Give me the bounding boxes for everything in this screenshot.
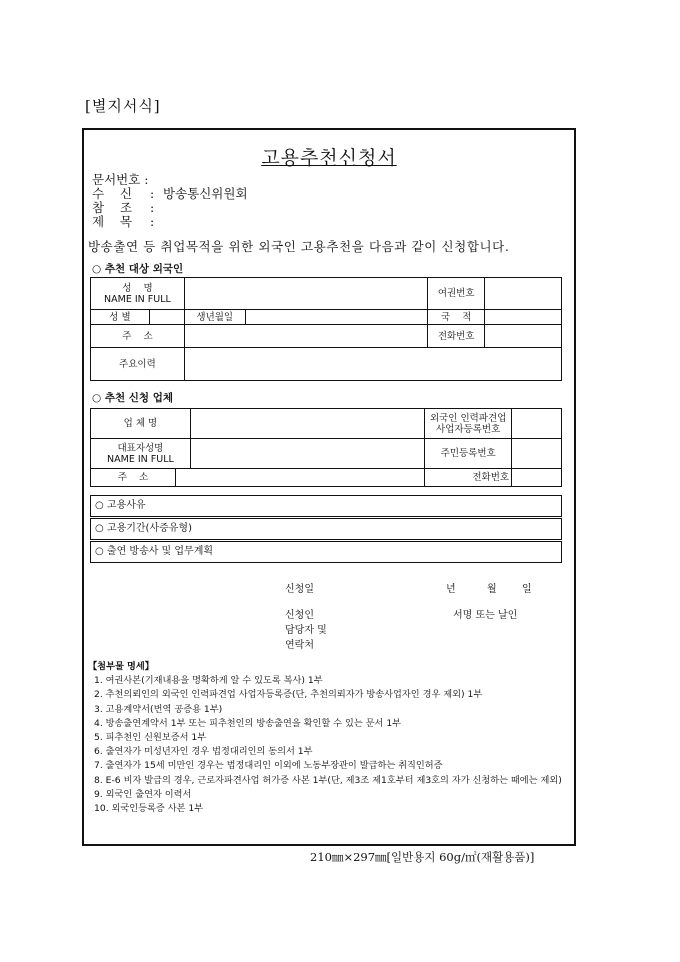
name-input[interactable] (184, 278, 427, 310)
rep-en-label: NAME IN FULL (107, 453, 174, 465)
subject-label: 제 목 (92, 214, 133, 229)
reg-no-label-cell (425, 409, 512, 439)
attachment-item: 7. 출연자가 15세 미만인 경우는 법정대리인 이외에 노동부장관이 발급하는 취직인허증 (94, 760, 443, 772)
attachments-section (88, 660, 574, 816)
reg-no-label-2: 사업자등록번호 (436, 423, 501, 435)
reason-employment[interactable]: ○ 고용사유 (90, 495, 562, 517)
attachment-item: 9. 외국인 출연자 이력서 (94, 788, 192, 800)
passport-input[interactable] (485, 278, 562, 310)
intro-sentence: 방송출연 등 취업목적을 위한 외국인 고용추천을 다음과 같이 신청합니다. (88, 239, 510, 254)
section-foreigner-title: ○ 추천 대상 외국인 (92, 263, 184, 275)
company-address-input[interactable] (175, 469, 424, 487)
reference-label: 참 조 (92, 200, 133, 215)
company-phone-input[interactable] (512, 469, 562, 487)
attachment-item: 1. 여권사본(기재내용을 명확하게 알 수 있도록 복사) 1부 (94, 675, 323, 687)
phone-input[interactable] (485, 325, 562, 348)
attachment-item: 6. 출연자가 미성년자인 경우 법정대리인의 동의서 1부 (94, 746, 313, 758)
attachment-item: 8. E-6 비자 발급의 경우, 근로자파견사업 허가증 사본 1부(단, 제3조 제1호부터 제3호의 자가 신청하는 때에는 제외) (94, 774, 562, 786)
attachment-item: 10. 외국인등록증 사본 1부 (94, 803, 204, 815)
recipient-label: 수 신 (92, 186, 133, 201)
reason-broadcaster-plan[interactable]: ○ 출연 방송사 및 업무계획 (90, 541, 562, 563)
applicant-label: 신청인 (285, 610, 314, 621)
name-ko-label: 성 명 (122, 282, 153, 294)
attachments-heading: 【첨부물 명세】 (88, 661, 154, 672)
company-phone-label: 전화번호 (425, 469, 512, 487)
document-title: 고용추천신청서 (261, 147, 397, 169)
attachments-list (88, 674, 574, 816)
phone-label: 전화번호 (428, 325, 485, 348)
career-input[interactable] (184, 348, 561, 381)
rep-input[interactable] (190, 439, 424, 469)
resident-no-input[interactable] (512, 439, 562, 469)
attachment-item: 4. 방송출연계약서 1부 또는 피추천인의 방송출연을 확인할 수 있는 문서 1부 (94, 717, 402, 729)
birth-label: 생년월일 (184, 310, 245, 325)
address-label: 주 소 (91, 325, 185, 348)
company-table (90, 408, 562, 487)
resident-no-label: 주민등록번호 (425, 439, 512, 469)
reference-colon: : (150, 200, 155, 215)
birth-input[interactable] (245, 310, 428, 325)
nationality-input[interactable] (485, 310, 562, 325)
recipient-colon: : (150, 186, 155, 201)
passport-label: 여권번호 (428, 278, 485, 310)
day-label: 일 (522, 584, 532, 595)
name-label-cell (91, 278, 185, 310)
sign-label: 서명 또는 날인 (453, 610, 518, 621)
doc-no-label: 문서번호 : (92, 172, 149, 187)
reason-period[interactable]: ○ 고용기간(사증유형) (90, 518, 562, 540)
address-input[interactable] (184, 325, 427, 348)
date-label: 신청일 (285, 584, 314, 595)
gender-label: 성 별 (91, 310, 150, 325)
rep-ko-label: 대표자성명 (117, 442, 164, 454)
contact-label-2: 연락처 (285, 640, 314, 651)
contact-label-1: 담당자 및 (285, 625, 327, 636)
foreigner-table (90, 277, 562, 381)
nationality-label: 국 적 (428, 310, 485, 325)
reg-no-input[interactable] (512, 409, 562, 439)
section-company-title: ○ 추천 신청 업체 (92, 392, 173, 404)
attachment-item: 3. 고용계약서(번역 공증용 1부) (94, 703, 223, 715)
company-name-label: 업 체 명 (91, 409, 191, 439)
month-label: 월 (487, 584, 497, 595)
attachment-item: 5. 피추천인 신원보증서 1부 (94, 732, 207, 744)
name-en-label: NAME IN FULL (104, 293, 171, 305)
gender-input[interactable] (149, 310, 184, 325)
rep-label-cell (91, 439, 191, 469)
paper-spec: 210㎜×297㎜[일반용지 60g/㎡(재활용품)] (310, 850, 535, 864)
recipient-value: 방송통신위원회 (163, 186, 248, 201)
subject-colon: : (150, 214, 155, 229)
career-label: 주요이력 (91, 348, 185, 381)
company-address-label: 주 소 (91, 469, 176, 487)
reg-no-label-1: 외국인 인력파견업 (429, 412, 507, 424)
attachment-item: 2. 추천의뢰인의 외국인 인력파견업 사업자등록증(단, 추천의뢰자가 방송사업자인 경우 제외) 1부 (94, 689, 483, 701)
form-label: [별지서식] (85, 97, 161, 115)
company-name-input[interactable] (190, 409, 424, 439)
year-label: 년 (446, 584, 456, 595)
